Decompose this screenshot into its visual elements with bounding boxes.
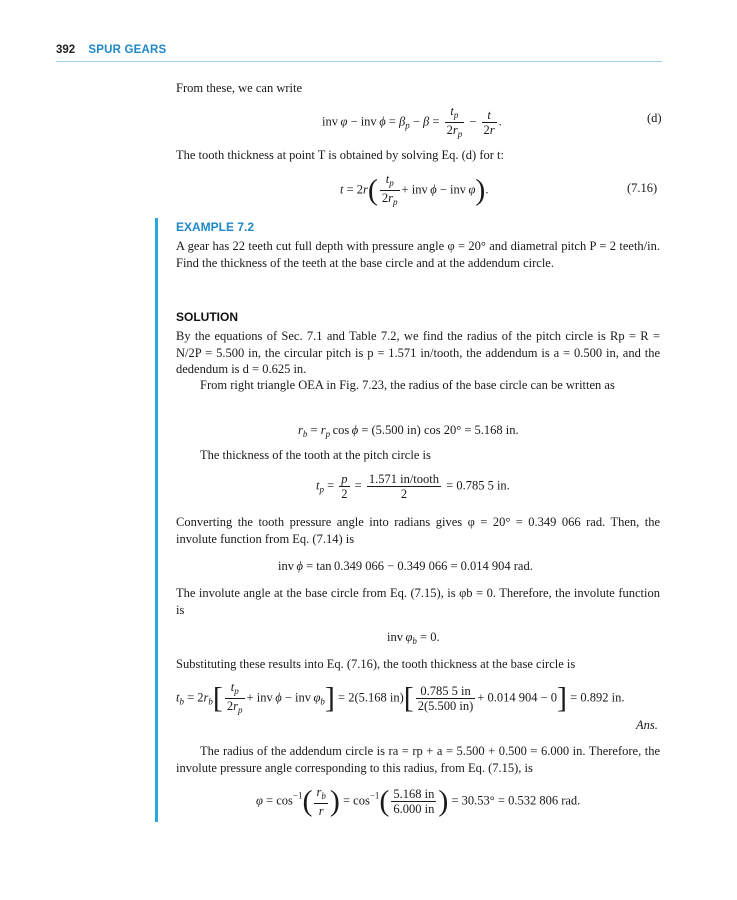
- solution-paragraph-3: The thickness of the tooth at the pitch circle is: [200, 448, 431, 462]
- header-rule: [56, 61, 662, 62]
- addendum-angle-equation: $\varphi = \cos^{-1}$( $\frac{r_b}{r}$ ) = $\cos^{-1}$( $\frac{5.168 in}{6.000 in}$ ) = 30.53° = 0.532 806 rad.: [256, 784, 581, 818]
- chapter-title: SPUR GEARS: [88, 44, 167, 56]
- equation-d-label: (d): [647, 111, 662, 125]
- solution-paragraph-6: Substituting these results into Eq. (7.16), the tooth thickness at the base circle is: [176, 657, 576, 671]
- pitch-thickness-equation: $t_p$ = $\frac{p}{2}$ = $\frac{\text{1.571 in/tooth}}{2}$ = 0.785 5 in.: [316, 472, 510, 501]
- base-radius-equation: $r_b = r_p$ cos ϕ = (5.500 in) cos 20° = 5.168 in.: [298, 423, 519, 439]
- equation-7-16: t = 2r( $\frac{t_p}{2r_p}$ + inv ϕ − inv φ).: [340, 172, 489, 207]
- solution-title: SOLUTION: [176, 310, 238, 324]
- equation-d: inv φ − inv $\phi = \beta_p - \beta$ = $\frac{t_p}{2r_p}$ − $\frac{t}{2r}$ .: [322, 104, 502, 139]
- page-number: 392: [56, 44, 76, 56]
- example-problem-text: A gear has 22 teeth cut full depth with pressure angle φ = 20° and diametral pitch P = 2 teeth/in. Find the thickness of the teeth at the base circle and at the addendum circle.: [176, 239, 660, 270]
- example-title: EXAMPLE 7.2: [176, 220, 255, 234]
- equation-7-16-label: (7.16): [627, 181, 658, 195]
- thickness-intro-text: The tooth thickness at point T is obtained by solving Eq. (d) for t:: [176, 148, 504, 162]
- involute-function-equation: inv ϕ = tan 0.349 066 − 0.349 066 = 0.014 904 rad.: [278, 559, 533, 573]
- base-involute-equation: inv $\varphi_b = 0$.: [387, 630, 440, 646]
- answer-label: Ans.: [636, 718, 658, 732]
- solution-paragraph-1: By the equations of Sec. 7.1 and Table 7.2, we find the radius of the pitch circle is Rp = R = N/2P = 5.500 in, the circular pitch is p = 1.571 in/tooth, the addendum is a = 0.500 in, and the dedendum is d = 0.625 in.: [176, 329, 660, 376]
- example-sidebar-bar: [155, 218, 158, 822]
- solution-paragraph-5: The involute angle at the base circle from Eq. (7.15), is φb = 0. Therefore, the involute function is: [176, 586, 660, 617]
- base-thickness-equation: $t_b = 2r_b$[ $\frac{t_p}{2r_p}$ + inv ϕ − inv $\varphi_b] = 2(5.168$ in)[ $\frac{0.785 5 in}{2(5.500 in)}$ + 0.014 904 − 0] = 0.892 in.: [176, 680, 625, 715]
- intro-text: From these, we can write: [176, 81, 303, 95]
- solution-paragraph-7: The radius of the addendum circle is ra = rp + a = 5.500 + 0.500 = 6.000 in. Therefore, the involute pressure angle corresponding to this radius, from Eq. (7.15), is: [176, 744, 660, 775]
- running-header: [56, 44, 166, 56]
- solution-paragraph-4: Converting the tooth pressure angle into radians gives φ = 20° = 0.349 066 rad. Then, the involute function from Eq. (7.14) is: [176, 515, 660, 546]
- solution-paragraph-2: From right triangle OEA in Fig. 7.23, the radius of the base circle can be written as: [200, 378, 615, 392]
